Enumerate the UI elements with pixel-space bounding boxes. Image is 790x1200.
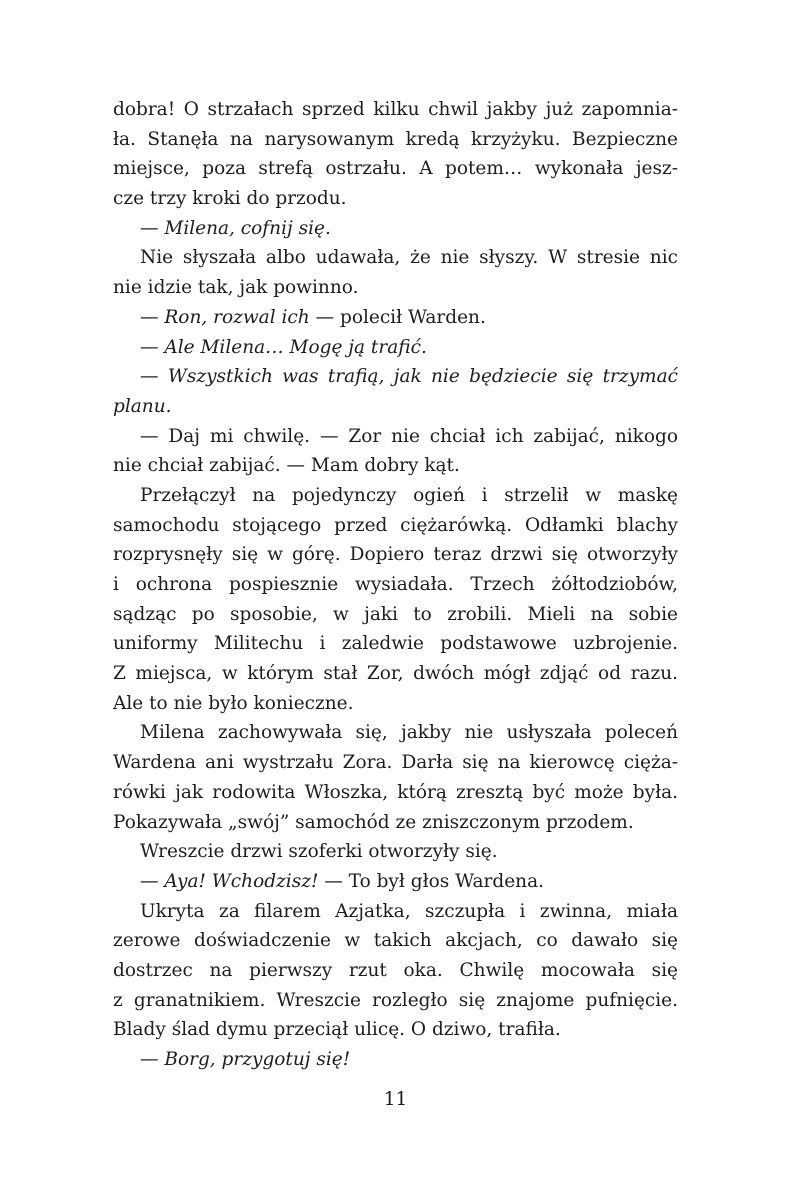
text-line [113,154,678,184]
text-segment: sądząc po sposobie, w jaki to zrobili. Mieli na sobie [113,603,678,625]
text-segment: nie idzie tak, jak powinno. [113,277,359,299]
text-line [113,511,678,541]
text-segment: Blady ślad dymu przeciął ulicę. O dziwo, trafiła. [113,1019,561,1041]
text-line [113,481,678,511]
italic-text-segment: — Ale Milena… Mogę ją trafić. [140,336,427,358]
text-segment: rozprysnęły się w górę. Dopiero teraz drzwi się otworzyły [113,544,678,566]
text-line [113,333,678,363]
text-segment: i ochrona pospiesznie wysiadała. Trzech żółtodziobów, [113,574,678,595]
text-segment: nie chciał zabijać. — Mam dobry kąt. [113,455,460,477]
italic-text-segment: — Aya! Wchodzisz! [140,870,319,892]
text-line [113,303,678,333]
text-line [113,926,678,956]
text-segment: Z miejsca, w którym stał Zor, dwóch mógł zdjąć od razu. [113,663,678,685]
text-segment: zerowe doświadczenie w takich akcjach, co dawało się [113,930,678,952]
text-line [113,570,678,600]
text-segment: uniformy Militechu i zaledwie podstawowe uzbrojenie. [113,633,678,655]
italic-text-segment: — Borg, przygotuj się! [140,1049,351,1070]
text-segment: z granatnikiem. Wreszcie rozległo się znajome pufnięcie. [113,989,678,1011]
text-segment: Nie słyszała albo udawała, że nie słyszy. W stresie nic [140,247,678,269]
italic-text-segment: — Ron, rozwal ich [140,306,310,328]
text-line [113,422,678,452]
text-line [113,689,678,719]
page-number: 11 [383,1088,408,1110]
text-line [113,956,678,986]
text-segment: Wardena ani wystrzału Zora. Darła się na kierowcę cięża- [113,752,678,774]
text-line [113,986,678,1016]
text-segment: rówki jak rodowita Włoszka, którą zresztą być może była. [113,781,678,803]
text-segment: dostrzec na pierwszy rzut oka. Chwilę mocowała się [113,959,678,981]
text-segment: Ale to nie było konieczne. [113,692,354,714]
text-line [113,867,678,897]
text-segment: Milena zachowywała się, jakby nie usłyszała poleceń [140,722,678,744]
text-segment: ła. Stanęła na narysowanym kredą krzyżyku. Bezpieczne [113,128,678,150]
text-line [113,95,678,125]
text-line [113,273,678,303]
text-line [113,214,678,244]
italic-text-segment: planu. [113,395,172,417]
text-block [113,95,678,1075]
text-segment: Ukryta za filarem Azjatka, szczupła i zwinna, miała [140,900,678,922]
text-segment: cze trzy kroki do przodu. [113,188,347,210]
text-line [113,451,678,481]
italic-text-segment: — Milena, cofnij się. [140,217,331,239]
text-line [113,778,678,808]
text-line [113,748,678,778]
text-segment: — polecił Warden. [309,306,486,328]
text-line [113,718,678,748]
text-segment: samochodu stojącego przed ciężarówką. Odłamki blachy [113,514,678,536]
text-segment: Wreszcie drzwi szoferki otworzyły się. [140,841,498,863]
text-line [113,362,678,392]
text-line [113,897,678,927]
text-segment: — Daj mi chwilę. — Zor nie chciał ich zabijać, nikogo [140,425,678,447]
text-line [113,600,678,630]
text-line [113,629,678,659]
text-line [113,243,678,273]
text-segment: Przełączył na pojedynczy ogień i strzelił w maskę [140,484,678,506]
text-segment: dobra! O strzałach sprzed kilku chwil jakby już zapomnia- [113,99,678,120]
italic-text-segment: — Wszystkich was trafią, jak nie będziecie się trzymać [140,366,678,388]
text-line [113,1015,678,1045]
text-line [113,1045,678,1075]
text-line [113,540,678,570]
text-line [113,184,678,214]
text-line [113,125,678,155]
text-segment: miejsce, poza strefą ostrzału. A potem… wykonała jesz- [113,158,678,180]
text-segment: Pokazywała „swój” samochód ze zniszczonym przodem. [113,811,634,833]
text-line [113,659,678,689]
text-segment: — To był głos Wardena. [318,870,545,892]
text-line [113,392,678,422]
text-line [113,837,678,867]
text-line [113,808,678,838]
